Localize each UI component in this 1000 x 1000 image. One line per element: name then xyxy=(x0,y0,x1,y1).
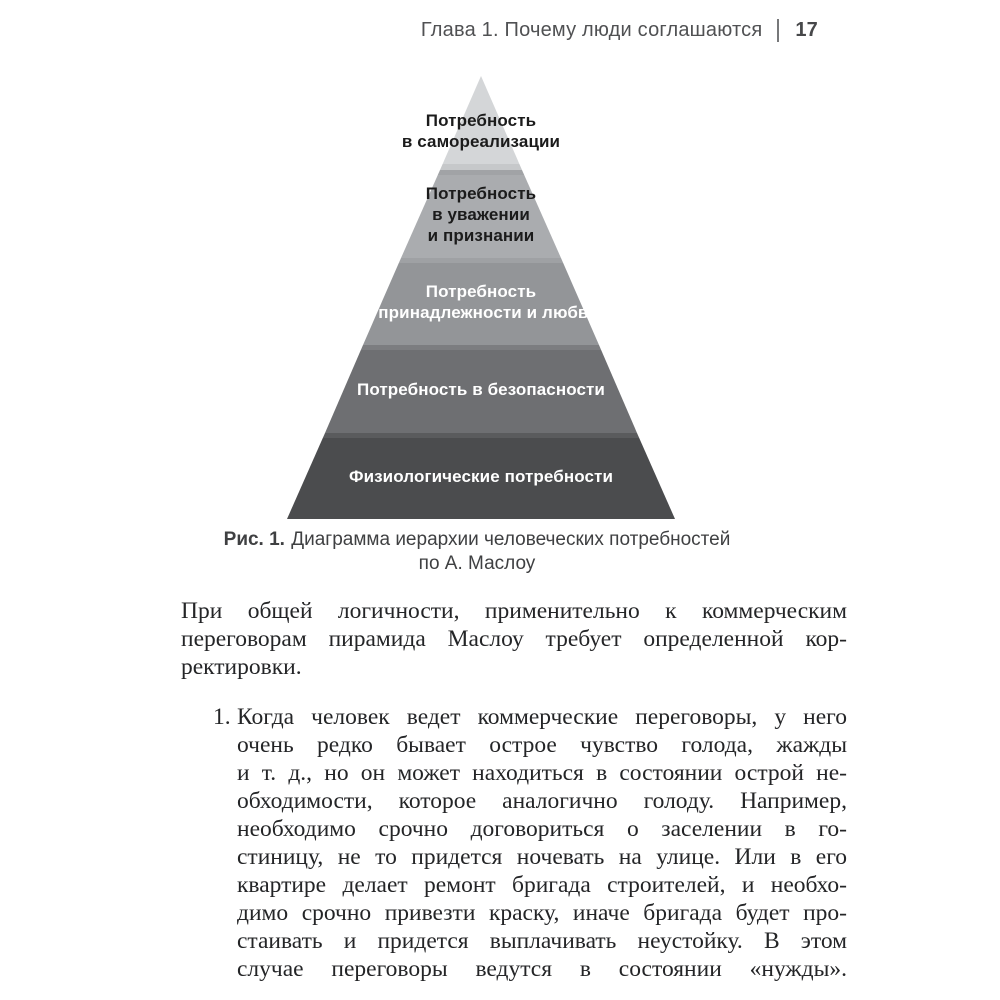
pyramid-label-belonging-love xyxy=(287,258,675,345)
list-line: Когда человек ведет коммерческие переговоры, у него xyxy=(237,704,847,730)
label-line: в самореализации xyxy=(401,132,561,151)
paragraph-line: ректировки. xyxy=(181,654,302,680)
body-paragraph xyxy=(181,597,847,681)
label-line: Физиологические потребности xyxy=(348,466,614,486)
list-line: стаивать и придется выплачивать неустойку. В этом xyxy=(237,928,847,954)
list-line: димо срочно привезти краску, иначе бригада будет про- xyxy=(237,900,847,926)
label-line: Потребность xyxy=(425,281,537,301)
list-line: стиницу, не то придется ночевать на улице. Или в его xyxy=(237,844,847,870)
figure-caption-text: Диаграмма иерархии человеческих потребностей xyxy=(291,529,731,550)
numbered-list-item xyxy=(181,703,847,983)
paragraph-line: переговорам пирамида Маслоу требует определенной кор- xyxy=(181,626,847,652)
pyramid-label-self-actualization xyxy=(287,84,675,178)
label-line: Потребность xyxy=(425,111,537,130)
list-line: случае переговоры ведутся в состоянии «нужды». xyxy=(237,956,847,982)
list-item-number: 1. xyxy=(213,704,231,730)
figure-caption-line1 xyxy=(0,528,954,552)
header-divider xyxy=(777,19,779,42)
chapter-title: Глава 1. Почему люди соглашаются xyxy=(420,18,763,41)
list-line: и т. д., но он может находиться в состоянии острой не- xyxy=(237,760,847,786)
label-line: и признании xyxy=(427,225,535,245)
figure-number-label: Рис. 1. xyxy=(223,529,285,550)
list-line: квартире делает ремонт бригада строителей, и необхо- xyxy=(237,872,847,898)
figure-caption xyxy=(0,528,954,576)
pyramid-label-physiological xyxy=(287,433,675,519)
maslow-pyramid-figure xyxy=(287,76,675,519)
label-line: в уважении xyxy=(432,204,530,224)
figure-caption-line2: по А. Маслоу xyxy=(418,553,536,574)
list-line: необходимо срочно договориться о заселении в го- xyxy=(237,816,847,842)
label-line: Потребность в безопасности xyxy=(357,379,605,399)
list-line: обходимости, которое аналогично голоду. Например, xyxy=(237,788,847,814)
pyramid-label-safety xyxy=(287,345,675,433)
running-head xyxy=(421,16,818,44)
list-line: очень редко бывает острое чувство голода, жажды xyxy=(237,732,847,758)
pyramid-label-esteem xyxy=(287,170,675,258)
paragraph-line: При общей логичности, применительно к коммерческим xyxy=(181,598,847,624)
list-item-text xyxy=(237,703,847,983)
label-line: в принадлежности и любви xyxy=(362,302,600,322)
label-line: Потребность xyxy=(425,183,537,203)
page-number: 17 xyxy=(795,18,818,41)
